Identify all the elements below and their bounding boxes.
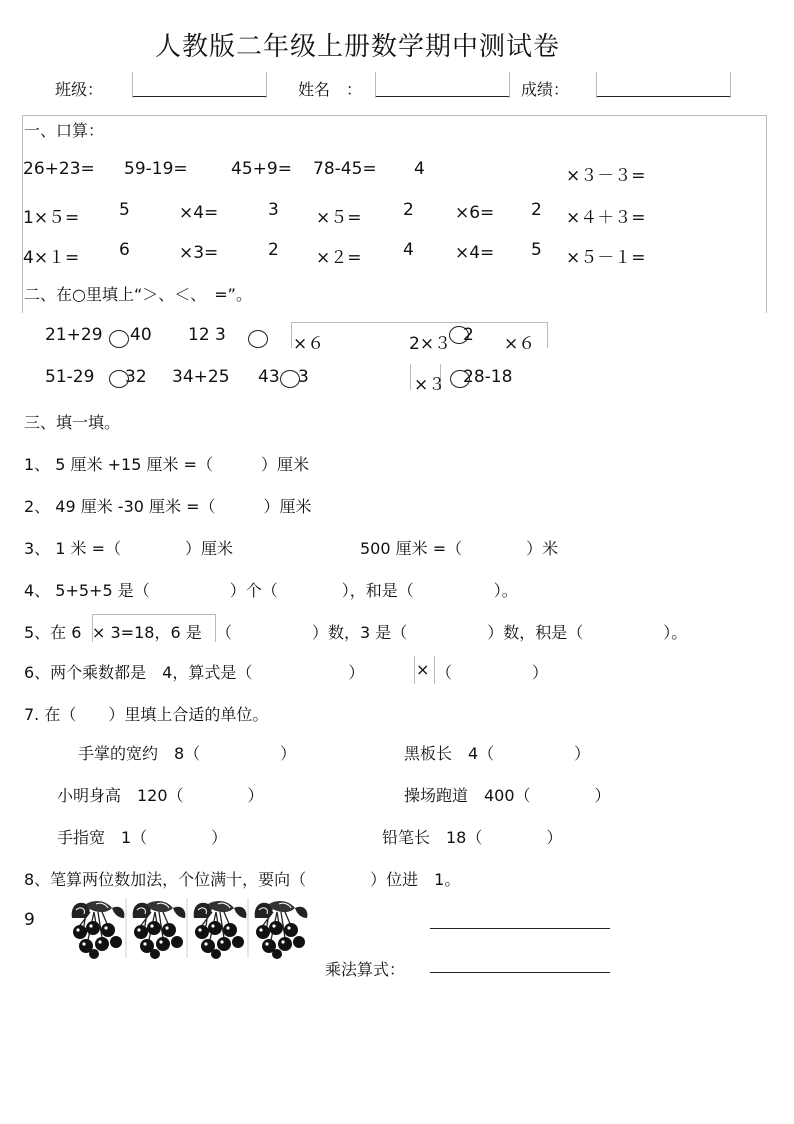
unit-item: 手指宽 1（ ）	[57, 828, 228, 847]
fill-question: 2、 49 厘米 -30 厘米 =（ ）厘米	[24, 497, 312, 516]
fill-question: 3、 1 米 =（ ）厘米	[24, 539, 234, 558]
compare-item: 2×３	[409, 334, 452, 354]
compare-item: 3	[298, 367, 309, 387]
section1-heading: 一、口算：	[24, 121, 105, 140]
calc-item: ×4=	[179, 203, 219, 223]
question-9-number: 9	[24, 910, 35, 930]
fill-question: 6、两个乘数都是 4，算式是（ ）	[24, 663, 365, 682]
compare-item: 51-29	[45, 367, 95, 387]
cherry-bunch-icon	[72, 901, 125, 959]
name-field[interactable]	[375, 96, 509, 97]
calc-item: 5	[531, 240, 542, 260]
calc-item: 26+23=	[23, 159, 95, 179]
calc-item: 6	[119, 240, 130, 260]
calc-item: 2	[268, 240, 279, 260]
page-title: 人教版二年级上册数学期中测试卷	[155, 32, 561, 62]
compare-item: 2	[463, 325, 474, 345]
calc-item: 45+9=	[231, 159, 292, 179]
calc-item: ×4=	[455, 243, 495, 263]
cherry-bunch-icon	[255, 901, 308, 959]
calc-item: 2	[531, 200, 542, 220]
calc-item: ×４＋３=	[566, 208, 646, 228]
fill-question: × 3=18，6 是	[92, 623, 202, 642]
compare-circle[interactable]	[109, 330, 129, 348]
cherry-bunch-icon	[194, 901, 247, 959]
calc-item: 78-45=	[313, 159, 377, 179]
compare-item: 21+29	[45, 325, 103, 345]
calc-item: 4	[403, 240, 414, 260]
class-label: 班级：	[55, 80, 104, 99]
compare-item: 40	[130, 325, 152, 345]
calc-item: 3	[268, 200, 279, 220]
fill-question: （ ）数，3 是（ ）数，积是（ ）。	[216, 623, 688, 642]
multiplication-label: 乘法算式：	[325, 960, 406, 979]
score-field[interactable]	[596, 96, 730, 97]
answer-line[interactable]	[430, 928, 610, 929]
section3-heading: 三、填一填。	[24, 413, 121, 432]
score-label: 成绩：	[521, 80, 570, 99]
fill-question: 5、在 6	[24, 623, 82, 642]
section2-heading: 二、在○里填上“＞、＜、 =”。	[24, 285, 252, 304]
calc-item: 4×１=	[23, 248, 80, 268]
multiplication-answer-line[interactable]	[430, 972, 610, 973]
calc-item: ×6=	[455, 203, 495, 223]
class-field[interactable]	[132, 96, 266, 97]
compare-item: ×６	[504, 334, 536, 354]
compare-item: 12 3	[188, 325, 226, 345]
fill-question: （ ）	[436, 663, 549, 682]
cherries-svg	[66, 896, 310, 960]
compare-item: 34+25	[172, 367, 230, 387]
unit-item: 小明身高 120（ ）	[57, 786, 264, 805]
compare-item: 28-18	[463, 367, 513, 387]
fill-question: 1、 5 厘米 +15 厘米 =（ ）厘米	[24, 455, 309, 474]
compare-circle[interactable]	[280, 370, 300, 388]
unit-item: 操场跑道 400（ ）	[404, 786, 611, 805]
fill-question: ×	[416, 660, 430, 679]
calc-item: ×3=	[179, 243, 219, 263]
compare-item: ×６	[293, 334, 325, 354]
calc-item: 2	[403, 200, 414, 220]
fill-question: 7. 在（ ）里填上合适的单位。	[24, 705, 269, 724]
cherry-bunch-icon	[133, 901, 186, 959]
calc-item: ×５=	[316, 208, 362, 228]
calc-item: ×５－１=	[566, 248, 646, 268]
calc-item: 59-19=	[124, 159, 188, 179]
unit-item: 黑板长 4（ ）	[404, 744, 591, 763]
compare-item: ×３	[414, 375, 446, 395]
fill-question: 500 厘米 =（ ）米	[360, 539, 559, 558]
calc-item: 1×５=	[23, 208, 80, 228]
calc-item: ×３－３=	[566, 166, 646, 186]
compare-item: 43	[258, 367, 280, 387]
calc-item: 4	[414, 159, 425, 179]
fill-question: 8、笔算两位数加法，个位满十，要向（ ）位进 1。	[24, 870, 461, 889]
unit-item: 手掌的宽约 8（ ）	[78, 744, 297, 763]
fill-question: 4、 5+5+5 是（ ）个（ ），和是（ ）。	[24, 581, 518, 600]
name-label: 姓名 ：	[298, 80, 363, 99]
calc-item: ×２=	[316, 248, 362, 268]
unit-item: 铅笔长 18（ ）	[382, 828, 563, 847]
calc-item: 5	[119, 200, 130, 220]
compare-circle[interactable]	[248, 330, 268, 348]
compare-item: 32	[125, 367, 147, 387]
cherries-picture	[66, 896, 310, 960]
